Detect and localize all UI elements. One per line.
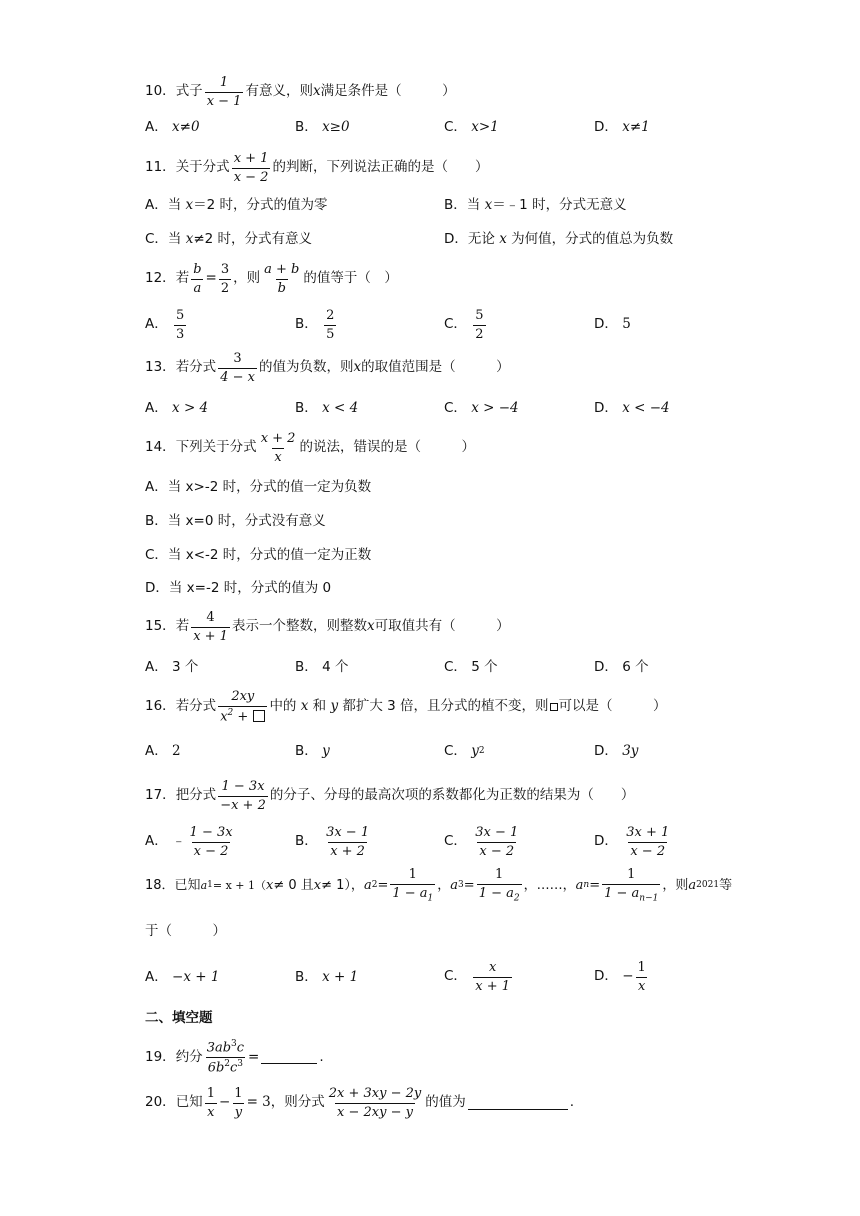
- option-value: 4 个: [322, 659, 349, 675]
- numerator: 3: [233, 351, 242, 366]
- question-18: [145, 868, 732, 904]
- denominator-term: 1 − a: [478, 885, 514, 901]
- option-value: x > 4: [172, 400, 209, 416]
- numerator: 2xy: [231, 689, 255, 704]
- denominator: x + 2: [330, 843, 365, 859]
- fraction: [174, 309, 186, 341]
- denominator: x − 2: [193, 843, 229, 859]
- option-c[interactable]: [444, 402, 519, 416]
- subscript: 2: [513, 893, 520, 904]
- option-b[interactable]: [295, 745, 330, 759]
- option-label: C．: [444, 743, 467, 759]
- option-value: 5: [622, 316, 631, 332]
- exponent: 2: [224, 1058, 231, 1069]
- fraction: [205, 1087, 217, 1119]
- option-c[interactable]: [444, 121, 499, 135]
- question-number: 13．: [145, 359, 176, 376]
- numerator: 1: [408, 867, 417, 882]
- question-number: 17．: [145, 787, 176, 804]
- option-value: 2: [172, 743, 181, 759]
- numerator: x + 2: [260, 431, 296, 446]
- fraction: [624, 826, 671, 858]
- question-text: 可以是（ ）: [558, 698, 667, 715]
- fraction: [191, 263, 203, 295]
- question-text: ），: [344, 878, 364, 894]
- denominator: −x + 2: [220, 797, 266, 813]
- question-text: 的说法，错误的是（ ）: [299, 439, 475, 456]
- question-text: 若: [175, 618, 190, 635]
- denominator: 2: [475, 326, 484, 342]
- option-c[interactable]: [444, 961, 514, 993]
- answer-blank[interactable]: [261, 1051, 317, 1064]
- denominator: y: [234, 1104, 243, 1120]
- question-12: [145, 263, 398, 295]
- question-text: 的分子、分母的最高次项的系数都化为正数的结果为（ ）: [269, 787, 635, 804]
- fraction: [218, 352, 257, 384]
- option-c[interactable]: [444, 826, 522, 858]
- denominator: 5: [326, 326, 335, 342]
- numerator: 3x − 1: [326, 825, 370, 840]
- fraction: [191, 611, 230, 643]
- fraction: [205, 1040, 246, 1075]
- numerator-term: c: [236, 1040, 245, 1056]
- fraction: [324, 826, 371, 858]
- numerator: 1: [219, 75, 229, 90]
- option-label: A．: [145, 833, 168, 850]
- option-value: x≠0: [172, 119, 200, 135]
- fraction: [188, 826, 235, 858]
- denominator-term: c: [230, 1060, 238, 1076]
- option-a[interactable]: [145, 309, 188, 341]
- question-text: 可取值共有（ ）: [374, 618, 510, 635]
- denominator: x − 2: [479, 843, 515, 859]
- option-value: x + 1: [322, 969, 359, 985]
- numerator: 3: [220, 262, 230, 277]
- question-text: 若分式: [175, 698, 217, 715]
- variable: x: [313, 878, 322, 894]
- denominator: x: [207, 1104, 215, 1120]
- numerator: x + 1: [233, 151, 269, 166]
- option-text: D．无论: [444, 231, 495, 247]
- option-label: B．: [295, 969, 318, 985]
- fraction: [324, 309, 336, 341]
- option-label: A．: [145, 743, 168, 759]
- denominator: 4 − x: [220, 369, 255, 385]
- question-13: [145, 352, 510, 384]
- equals-sign: =: [248, 1048, 260, 1065]
- question-text: 满足条件是（ ）: [320, 83, 456, 100]
- option-d[interactable]: [594, 402, 670, 416]
- question-14: [145, 432, 475, 464]
- exponent: 3: [231, 1039, 237, 1049]
- question-number: 16．: [145, 698, 176, 715]
- variable: a: [363, 878, 372, 894]
- equals-sign: = 3: [246, 1094, 271, 1111]
- option-value: x≠1: [622, 119, 650, 135]
- numerator: b: [193, 262, 202, 277]
- question-10: [145, 76, 456, 108]
- denominator: [390, 884, 435, 904]
- equals-sign: =: [589, 878, 601, 894]
- option-label: C．: [444, 316, 467, 333]
- answer-blank[interactable]: [468, 1097, 568, 1110]
- question-number: 18．: [145, 878, 175, 894]
- option-label: B．: [295, 833, 318, 850]
- denominator: a: [193, 280, 202, 296]
- option-label: D．: [594, 119, 618, 135]
- option-a[interactable]: [145, 826, 237, 858]
- denominator: x − 2xy − y: [337, 1104, 413, 1120]
- subscript: 1: [427, 893, 434, 904]
- variable: x: [353, 359, 362, 376]
- numerator: 1: [206, 1086, 215, 1101]
- option-d[interactable]: [594, 745, 638, 759]
- question-number: 15．: [145, 618, 176, 635]
- question-text: 的取值范围是（ ）: [361, 359, 510, 376]
- variable: x: [484, 197, 493, 213]
- option-label: A．: [145, 316, 168, 333]
- numerator: [205, 1040, 246, 1057]
- option-label: C．: [444, 833, 467, 850]
- variable: a: [200, 879, 208, 893]
- question-text: 把分式: [175, 787, 217, 804]
- option-d[interactable]: [444, 233, 673, 247]
- question-19: [145, 1040, 324, 1075]
- minus-sign: ﹣: [172, 833, 186, 850]
- fraction: [602, 868, 660, 904]
- question-17: [145, 780, 634, 812]
- numerator: 1: [637, 960, 646, 975]
- denominator-term: 1 − a: [392, 885, 428, 901]
- option-value: 3 个: [172, 659, 199, 675]
- numerator: 5: [475, 308, 484, 323]
- option-c[interactable]: [444, 661, 498, 675]
- option-label: C．: [444, 659, 467, 675]
- option-d[interactable]: [594, 961, 650, 993]
- subscript: n−1: [639, 893, 659, 904]
- numerator: x: [488, 960, 497, 975]
- fraction: [477, 868, 522, 904]
- question-text: 关于分式: [175, 159, 230, 176]
- denominator: b: [277, 280, 286, 296]
- option-label: D．: [594, 743, 618, 759]
- question-text: 下列关于分式: [175, 439, 257, 456]
- question-text: 的判断，下列说法正确的是（ ）: [272, 159, 489, 176]
- question-text: ，: [523, 878, 537, 894]
- minus-sign: −: [622, 968, 634, 985]
- question-text: 已知: [174, 878, 201, 894]
- variable: y: [330, 698, 339, 715]
- question-number: 10．: [145, 83, 176, 100]
- numerator: 1: [234, 1086, 243, 1101]
- denominator-term: 1 − a: [604, 885, 640, 901]
- option-label: D．: [594, 400, 618, 416]
- equals-sign: =: [463, 878, 475, 894]
- option-d[interactable]: [594, 661, 649, 675]
- option-text: ≠2 时，分式有意义: [193, 231, 313, 247]
- option-b[interactable]: [295, 402, 358, 416]
- option-label: C．: [444, 968, 467, 985]
- option-value: y: [471, 743, 479, 759]
- option-a[interactable]: [145, 661, 198, 675]
- denominator: 2: [220, 280, 230, 296]
- equals-sign: =: [377, 878, 389, 894]
- denominator-term: x: [220, 708, 228, 724]
- option-a[interactable]: [145, 199, 328, 213]
- question-text: = x + 1（: [212, 879, 266, 893]
- denominator: [477, 884, 522, 904]
- question-text: ，则分式: [270, 1094, 325, 1111]
- option-label: D．: [594, 968, 618, 985]
- denominator: x: [274, 449, 282, 465]
- denominator: x − 2: [630, 843, 666, 859]
- variable: a: [688, 878, 697, 894]
- option-label: B．: [295, 119, 318, 135]
- subscript: 3: [458, 880, 464, 891]
- option-value: y: [322, 743, 330, 759]
- question-text: 式子: [175, 83, 203, 100]
- option-value: 6 个: [622, 659, 649, 675]
- numerator: 5: [176, 308, 185, 323]
- option-d[interactable]: D．当 x=-2 时，分式的值为 0: [145, 580, 332, 596]
- option-a[interactable]: [145, 971, 219, 985]
- variable: x: [185, 197, 194, 213]
- denominator: x − 2: [233, 169, 269, 185]
- numerator: 1: [495, 867, 504, 882]
- option-b[interactable]: [444, 199, 627, 213]
- option-d[interactable]: [594, 826, 673, 858]
- option-text: B．当: [444, 197, 481, 213]
- question-text: .: [569, 1094, 575, 1111]
- variable: a: [450, 878, 459, 894]
- variable: x: [366, 618, 375, 635]
- option-a[interactable]: [145, 745, 181, 759]
- fraction: [636, 961, 648, 993]
- option-label: A．: [145, 119, 168, 135]
- fraction: [327, 1087, 423, 1119]
- denominator: [602, 884, 660, 904]
- fraction: [473, 826, 520, 858]
- question-text: 的值为负数，则: [258, 359, 354, 376]
- option-d[interactable]: [594, 318, 631, 332]
- option-a[interactable]: A．当 x>-2 时，分式的值一定为负数: [145, 479, 372, 495]
- question-text: 的值为: [425, 1094, 466, 1111]
- numerator: 2x + 3xy − 2y: [328, 1086, 422, 1101]
- option-text: ＝﹣1 时，分式无意义: [492, 197, 627, 213]
- option-value: −x + 1: [172, 969, 220, 985]
- option-value: x < 4: [322, 400, 359, 416]
- question-number: 20．: [145, 1094, 176, 1111]
- fraction: [473, 961, 512, 993]
- numerator: 3x − 1: [475, 825, 519, 840]
- option-c[interactable]: C．当 x<-2 时，分式的值一定为正数: [145, 547, 372, 563]
- question-text: .: [319, 1048, 324, 1065]
- fraction: [473, 309, 485, 341]
- placeholder-box-icon: [253, 710, 265, 722]
- option-c[interactable]: [145, 233, 312, 247]
- variable: x: [185, 231, 194, 247]
- option-b[interactable]: [295, 826, 373, 858]
- question-text: ≠ 0 且: [273, 878, 314, 894]
- fraction: [232, 1087, 244, 1119]
- option-label: C．: [444, 119, 467, 135]
- plus-sign: +: [233, 708, 253, 724]
- question-text: ，则: [233, 270, 261, 287]
- option-label: D．: [594, 316, 618, 332]
- question-text: 有意义，则: [245, 83, 313, 100]
- denominator: x: [637, 978, 646, 994]
- fraction: [232, 152, 271, 184]
- option-text: ＝2 时，分式的值为零: [193, 197, 328, 213]
- option-c[interactable]: C． y 2: [444, 743, 485, 759]
- subscript: 2021: [696, 880, 720, 891]
- numerator: 4: [206, 610, 215, 625]
- option-label: B．: [295, 743, 318, 759]
- numerator: 1 − 3x: [221, 779, 265, 794]
- question-text: 表示一个整数，则整数: [231, 618, 367, 635]
- option-d[interactable]: [594, 121, 650, 135]
- variable: x: [499, 231, 507, 247]
- equals-sign: =: [205, 270, 217, 287]
- question-text: 等: [719, 878, 733, 894]
- denominator: x + 1: [475, 978, 510, 994]
- numerator-term: 3ab: [206, 1040, 232, 1056]
- fraction: [218, 690, 267, 724]
- denominator-term: 6b: [207, 1060, 225, 1076]
- option-label: A．: [145, 659, 168, 675]
- subscript: 2: [371, 880, 378, 891]
- option-text: A．当: [145, 197, 182, 213]
- fraction: [219, 263, 231, 295]
- option-value: x > −4: [471, 400, 519, 416]
- question-11: [145, 152, 488, 184]
- denominator: $x^2$ +: [218, 706, 267, 724]
- option-label: C．: [444, 400, 467, 416]
- fraction: [205, 76, 244, 108]
- question-16: [145, 690, 667, 724]
- question-text: 已知: [175, 1094, 203, 1111]
- option-a[interactable]: [145, 402, 208, 416]
- option-text: 为何值，分式的值总为负数: [511, 231, 674, 247]
- subscript: 1: [207, 880, 213, 891]
- option-value: 5 个: [471, 659, 498, 675]
- question-text: ……，: [536, 878, 576, 894]
- option-label: D．: [594, 659, 618, 675]
- option-value: x≥0: [322, 119, 350, 135]
- option-value: x < −4: [622, 400, 670, 416]
- subscript: n: [583, 880, 590, 891]
- question-number: 19．: [145, 1048, 176, 1065]
- option-label: B．: [295, 400, 318, 416]
- fraction: [262, 263, 301, 295]
- question-15: [145, 611, 510, 643]
- exponent: 3: [237, 1058, 244, 1069]
- fraction: [218, 780, 268, 812]
- question-20: [145, 1087, 574, 1119]
- option-c[interactable]: [444, 309, 488, 341]
- question-number: 14．: [145, 439, 176, 456]
- question-text: ，则: [662, 878, 689, 894]
- option-a[interactable]: [145, 121, 200, 135]
- option-text: C．当: [145, 231, 182, 247]
- question-18-continued: 于（ ）: [145, 923, 226, 939]
- numerator: 2: [326, 308, 335, 323]
- section-heading: 二、填空题: [145, 1010, 213, 1026]
- numerator: 3x + 1: [626, 825, 670, 840]
- denominator: x + 1: [193, 628, 228, 644]
- placeholder-box-icon: [550, 703, 558, 711]
- question-text: 约分: [175, 1048, 203, 1065]
- numerator: a + b: [264, 262, 300, 277]
- option-b[interactable]: B．当 x=0 时，分式没有意义: [145, 513, 326, 529]
- question-text: 若分式: [175, 359, 217, 376]
- numerator: 1: [627, 867, 636, 882]
- question-text: 都扩大 3 倍，且分式的植不变，则: [342, 698, 549, 715]
- option-label: A．: [145, 969, 168, 985]
- fraction: [390, 868, 435, 904]
- option-b[interactable]: [295, 309, 338, 341]
- variable: x: [266, 878, 274, 894]
- option-label: A．: [145, 400, 168, 416]
- option-label: B．: [295, 316, 318, 333]
- question-text: ≠ 1: [321, 878, 345, 894]
- denominator: x − 1: [206, 93, 242, 109]
- option-label: B．: [295, 659, 318, 675]
- option-value: 3y: [622, 743, 639, 759]
- numerator: 1 − 3x: [189, 825, 233, 840]
- option-value: x>1: [471, 119, 499, 135]
- question-text: 和: [312, 698, 327, 715]
- option-b[interactable]: [295, 661, 348, 675]
- question-text: 若: [175, 270, 190, 287]
- question-text: 的值等于（ ）: [303, 270, 398, 287]
- variable: a: [575, 878, 584, 894]
- denominator: 3: [176, 326, 185, 342]
- question-number: 11．: [145, 159, 176, 176]
- question-text: ，: [437, 878, 451, 894]
- question-text: 中的: [269, 698, 297, 715]
- denominator: [206, 1057, 245, 1075]
- minus-sign: −: [218, 1094, 231, 1111]
- option-label: D．: [594, 833, 618, 850]
- variable: x: [312, 83, 321, 100]
- variable: x: [300, 698, 309, 715]
- question-number: 12．: [145, 270, 176, 287]
- option-b[interactable]: [295, 121, 350, 135]
- option-b[interactable]: [295, 971, 358, 985]
- fraction: [259, 432, 298, 464]
